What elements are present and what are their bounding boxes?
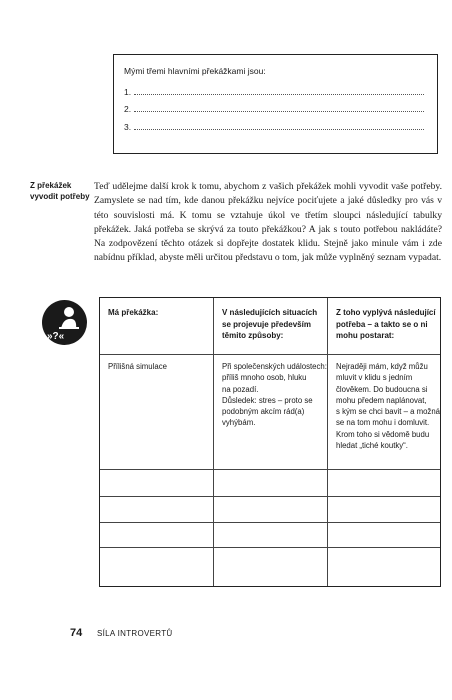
obstacle-line-2 bbox=[124, 104, 424, 116]
margin-heading-line-1: Z překážek bbox=[30, 181, 72, 190]
page-number: 74 bbox=[70, 627, 83, 639]
book-title: SÍLA INTROVERTŮ bbox=[97, 629, 173, 638]
cell-situations: Při společenských událostech: příliš mnoho osob, hluku na pozadí. Důsledek: stres – proto se podobným akcím rád(a) vyhýbám. bbox=[222, 362, 327, 428]
obstacles-box bbox=[113, 54, 438, 154]
column-divider bbox=[327, 298, 328, 586]
dotted-line bbox=[134, 94, 424, 95]
obstacle-line-3 bbox=[124, 122, 424, 134]
header-obstacle: Má překážka: bbox=[108, 308, 159, 317]
row-divider bbox=[100, 547, 440, 548]
obstacles-table bbox=[99, 297, 441, 587]
body-paragraph: Teď udělejme další krok k tomu, abychom z vašich překážek mohli vyvodit vaše potřeby. Zamyslete se nad tím, kde danou překážku nejvíce pociťujete a jaké důsledky pro vás v této souvislosti má. K tomu se vztahuje úkol ve třetím sloupci následující tabulky překážek. Jaká potřeba se skrývá za touto překážkou? A jak s touto potřebou nakládáte? Na zodpovězení těchto otázek si dopřejte dostatek klidu. Stejně jako minule vám i zde nabídnu příklad, abyste měli určitou představu o tom, jak může vyplněný seznam vypadat. bbox=[94, 181, 442, 264]
obstacle-number-1: 1. bbox=[124, 87, 132, 97]
cell-obstacle: Přílišná simulace bbox=[108, 362, 167, 371]
row-divider bbox=[100, 496, 440, 497]
row-divider bbox=[100, 354, 440, 355]
dotted-line bbox=[134, 111, 424, 112]
margin-heading-line-2: vyvodit potřeby bbox=[30, 192, 90, 201]
obstacle-line-1 bbox=[124, 87, 424, 99]
icon-text: »?« bbox=[47, 331, 65, 342]
discussion-person-icon bbox=[42, 300, 87, 345]
header-need: Z toho vyplývá následující potřeba – a takto se o ni mohu postarat: bbox=[336, 308, 436, 340]
dotted-line bbox=[134, 129, 424, 130]
cell-need: Nejraději mám, když můžu mluvit v klidu s jedním člověkem. Do budoucna si mohu předem naplánovat, s kým se chci bavit – a možná se na tom mohu i domluvit. Krom toho si vědomě budu hledat „tiché koutky“. bbox=[336, 362, 440, 451]
header-situations: V následujících situacích se projevuje především těmito způsoby: bbox=[222, 308, 318, 340]
row-divider bbox=[100, 522, 440, 523]
obstacle-number-3: 3. bbox=[124, 122, 132, 132]
column-divider bbox=[213, 298, 214, 586]
obstacle-number-2: 2. bbox=[124, 104, 132, 114]
margin-heading bbox=[30, 180, 90, 202]
row-divider bbox=[100, 469, 440, 470]
obstacles-box-title: Mými třemi hlavními překážkami jsou: bbox=[124, 66, 266, 76]
